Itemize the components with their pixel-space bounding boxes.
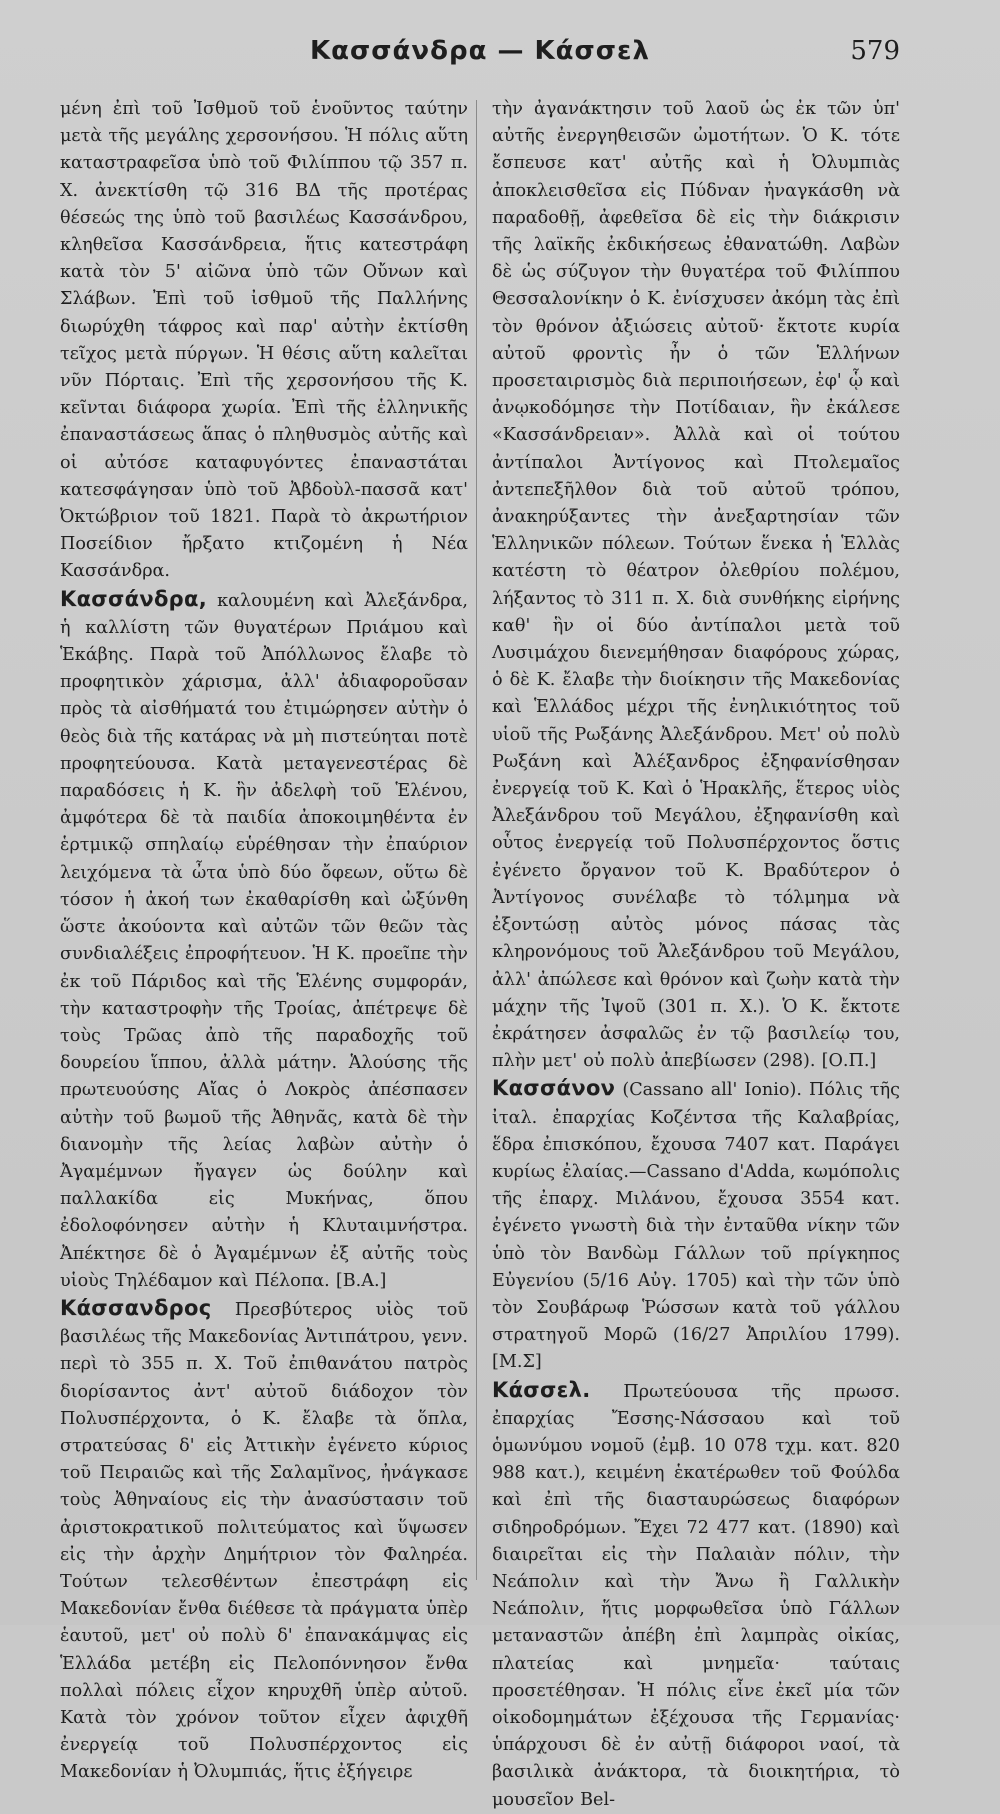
entry-kassandros <box>60 1295 468 1787</box>
entry-text: Πρωτεύουσα τῆς πρωσσ. ἐπαρχίας Ἔσσης-Νάσσαου καὶ τοῦ ὁμωνύμου νομοῦ (ἐμβ. 10 078 τχμ. κατ. 820 988 κατ.), κειμένη ἑκατέρωθεν τοῦ Φούλδα καὶ ἐπὶ τῆς διασταυρώσεως διαφόρων σιδηροδρόμων. Ἔχει 72 477 κατ. (1890) καὶ διαιρεῖται εἰς τὴν Παλαιὰν πόλιν, τὴν Νεάπολιν καὶ τὴν Ἄνω ἢ Γαλλικὴν Νεάπολιν, ἥτις μορφωθεῖσα ὑπὸ Γάλλων μεταναστῶν ἀπέβη ἐπὶ λαμπρὰς οἰκίας, πλατείας καὶ μνημεῖα· ταύταις προσετέθησαν. Ἡ πόλις εἶνε ἐκεῖ μία τῶν οἰκοδομημάτων ἐξέχουσα τῆς Γερμανίας· ὑπάρχουσι δὲ ἐν αὐτῇ διάφοροι ναοί, τὰ βασιλικὰ ἀνάκτορα, τὰ διοικητήρια, τὸ μουσεῖον Bel- <box>492 1381 901 1810</box>
column-divider <box>476 100 477 1580</box>
entry-headword: Κάσσανδρος <box>60 1295 212 1320</box>
left-column <box>60 96 469 1783</box>
entry-text: Πρεσβύτερος υἱὸς τοῦ βασιλέως τῆς Μακεδονίας Ἀντιπάτρου, γενν. περὶ τὸ 355 π. Χ. Τοῦ ἐπιθανάτου πατρὸς διορίσαντος ἀντ' αὐτοῦ διάδοχον τὸν Πολυσπέρχοντα, ὁ Κ. ἔλαβε τὰ ὅπλα, στρατεύσας δ' εἰς Ἀττικὴν ἐγένετο κύριος τοῦ Πειραιῶς καὶ τῆς Σαλαμῖνος, ἠνάγκασε τοὺς Ἀθηναίους εἰς τὴν ἀνασύστασιν τοῦ ἀριστοκρατικοῦ πολιτεύματος καὶ ὕψωσεν εἰς τὴν ἀρχὴν Δημήτριον τὸν Φαληρέα. Τούτων τελεσθέντων ἐπεστράφη εἰς Μακεδονίαν ἔνθα διέθεσε τὰ πράγματα ὑπὲρ ἑαυτοῦ, μετ' οὐ πολὺ δ' ἐπανακάμψας εἰς Ἑλλάδα μετέβη εἰς Πελοπόννησον ἔνθα πολλαὶ πόλεις εἶχον κηρυχθῆ ὑπὲρ αὐτοῦ. Κατὰ τὸν χρόνον τοῦτον εἶχεν ἀφιχθῆ ἐνεργείᾳ τοῦ Πολυσπέρχοντος εἰς Μακεδονίαν ἡ Ὀλυμπιάς, ἥτις ἐξήγειρε <box>60 1299 469 1783</box>
entry-headword: Κάσσελ. <box>492 1377 591 1402</box>
page-number: 579 <box>850 36 900 66</box>
entry-headword: Κασσάνδρα, <box>60 586 208 611</box>
entry-text: μένη ἐπὶ τοῦ Ἰσθμοῦ τοῦ ἑνοῦντος ταύτην μετὰ τῆς μεγάλης χερσονήσου. Ἡ πόλις αὕτη καταστραφεῖσα ὑπὸ τοῦ Φιλίππου τῷ 357 π. Χ. ἀνεκτίσθη τῷ 316 ΒΔ τῆς προτέρας θέσεώς της ὑπὸ τοῦ βασιλέως Κασσάνδρου, κληθεῖσα Κασσάνδρεια, ἥτις κατεστράφη κατὰ τὸν 5' αἰῶνα ὑπὸ τῶν Οὔνων καὶ Σλάβων. Ἐπὶ τοῦ ἰσθμοῦ τῆς Παλλήνης διωρύχθη τάφρος καὶ παρ' αὐτὴν ἐκτίσθη τεῖχος μετὰ πύργων. Ἡ θέσις αὕτη καλεῖται νῦν Πόρταις. Ἐπὶ τῆς χερσονήσου τῆς Κ. κεῖνται διάφορα χωρία. Ἐπὶ τῆς ἑλληνικῆς ἐπαναστάσεως ἅπας ὁ πληθυσμὸς αὐτῆς καὶ οἱ αὐτόσε καταφυγόντες ἐπαναστάται κατεσφάγησαν ὑπὸ τοῦ Ἀβδοὺλ-πασσᾶ κατ' Ὀκτώβριον τοῦ 1821. Παρὰ τὸ ἀκρωτήριον Ποσείδιον ἤρξατο κτιζομένη ἡ Νέα Κασσάνδρα. <box>60 99 468 582</box>
entry-continuation <box>492 96 900 1075</box>
running-head: Κασσάνδρα — Κάσσελ <box>310 36 650 66</box>
entry-text: καλουμένη καὶ Ἀλεξάνδρα, ἡ καλλίστη τῶν θυγατέρων Πριάμου καὶ Ἑκάβης. Παρὰ τοῦ Ἀπόλλωνος ἔλαβε τὸ προφητικὸν χάρισμα, ἀλλ' ἀδιαφοροῦσαν πρὸς τὰ αἰσθήματά του ἐτιμώρησεν αὐτὴν ὁ θεὸς διὰ τῆς κατάρας νὰ μὴ πιστεύηται ποτὲ προφητεύουσα. Κατὰ μεταγενεστέρας δὲ παραδόσεις ἡ Κ. ἣν ἀδελφὴ τοῦ Ἑλένου, ἀμφότερα δὲ τὰ παιδία ἀποκοιμηθέντα ἐν ἑρτμικῷ σπηλαίῳ εὑρέθησαν τὴν ἐπαύριον λειχόμενα τὰ ὦτα ὑπὸ δύο ὄφεων, οὕτω δὲ τόσον ἡ ἀκοή των ἐκαθαρίσθη καὶ ὠξύνθη ὥστε ἀκούοντα καὶ αὐτῶν τῶν θεῶν τὰς συνδιαλέξεις ἐπροφήτευον. Ἡ Κ. προεῖπε τὴν ἐκ τοῦ Πάριδος καὶ τῆς Ἑλένης συμφοράν, τὴν καταστροφὴν τῆς Τροίας, ἀπέτρεψε δὲ τοὺς Τρῶας ἀπὸ τῆς παραδοχῆς τοῦ δουρείου ἵππου, ἀλλὰ μάτην. Ἁλούσης τῆς πρωτευούσης Αἴας ὁ Λοκρὸς ἀπέσπασεν αὐτὴν τοῦ βωμοῦ τῆς Ἀθηνᾶς, κατὰ δὲ τὴν διανομὴν τῆς λείας λαβὼν αὐτὴν ὁ Ἀγαμέμνων ἤγαγεν ὡς δούλην καὶ παλλακίδα εἰς Μυκήνας, ὅπου ἐδολοφόνησεν αὐτὴν ἡ Κλυταιμνήστρα. Ἀπέκτησε δὲ ὁ Ἀγαμέμνων ἐξ αὐτῆς τοὺς υἱοὺς Τηλέδαμον καὶ Πέλοπα. [Β.Α.] <box>60 590 468 1291</box>
entry-text: (Cassano all' Ionio). Πόλις τῆς ἰταλ. ἐπαρχίας Κοζέντσα τῆς Καλαβρίας, ἕδρα ἐπισκόπου, ἔχουσα 7407 κατ. Παράγει κυρίως ἐλαίας.—Cassano d'Adda, κωμόπολις τῆς ἐπαρχ. Μιλάνου, ἔχουσα 3554 κατ. ἐγένετο γνωστὴ διὰ τὴν ἐνταῦθα νίκην τῶν ὑπὸ τὸν Βανδὼμ Γάλλων τοῦ πρίγκηπος Εὐγενίου (5/16 Αὐγ. 1705) καὶ τὴν τῶν ὑπὸ τὸν Σουβάρωφ Ῥώσσων κατὰ τοῦ γάλλου στρατηγοῦ Μορῶ (16/27 Ἀπριλίου 1799). [Μ.Σ] <box>492 1080 901 1373</box>
entry-text: τὴν ἀγανάκτησιν τοῦ λαοῦ ὡς ἐκ τῶν ὑπ' αὐτῆς ἐνεργηθεισῶν ὠμοτήτων. Ὁ Κ. τότε ἔσπευσε κατ' αὐτῆς καὶ ἡ Ὀλυμπιὰς ἀποκλεισθεῖσα εἰς Πύδναν ἠναγκάσθη νὰ παραδοθῇ, ἀφεθεῖσα δὲ εἰς τὴν διάκρισιν τῆς λαϊκῆς ἐκδικήσεως ἐθανατώθη. Λαβὼν δὲ ὡς σύζυγον τὴν θυγατέρα τοῦ Φιλίππου Θεσσαλονίκην ὁ Κ. ἐνίσχυσεν ἀκόμη τὰς ἐπὶ τὸν θρόνον ἀξιώσεις αὐτοῦ· ἔκτοτε κυρία αὐτοῦ φροντὶς ἦν ὁ τῶν Ἑλλήνων προσεταιρισμὸς διὰ περιποιήσεων, ἐφ' ᾧ καὶ ἀνῳκοδόμησε τὴν Ποτίδαιαν, ἣν ἐκάλεσε «Κασσάνδρειαν». Ἀλλὰ καὶ οἱ τούτου ἀντίπαλοι Ἀντίγονος καὶ Πτολεμαῖος ἀντεπεξῆλθον διὰ τοῦ αὐτοῦ τρόπου, ἀνακηρύξαντες τὴν ἀνεξαρτησίαν τῶν Ἑλληνικῶν πόλεων. Τούτων ἕνεκα ἡ Ἑλλὰς κατέστη τὸ θέατρον ὀλεθρίου πολέμου, λήξαντος τὸ 311 π. Χ. διὰ συνθήκης εἰρήνης καθ' ἣν οἱ δύο ἀντίπαλοι μετὰ τοῦ Λυσιμάχου διενεμήθησαν διαφόρους χώρας, ὁ δὲ Κ. ἔλαβε τὴν διοίκησιν τῆς Μακεδονίας καὶ Ἑλλάδος μέχρι τῆς ἐνηλικιότητος τοῦ υἱοῦ τῆς Ρωξάνης Ἀλεξάνδρου. Μετ' οὐ πολὺ Ρωξάνη καὶ Ἀλέξανδρος ἐξηφανίσθησαν ἐνεργείᾳ τοῦ Κ. Καὶ ὁ Ἡρακλῆς, ἕτερος υἱὸς Ἀλεξάνδρου τοῦ Μεγάλου, ἐξηφανίσθη καὶ οὗτος ἐνεργείᾳ τοῦ Πολυσπέρχοντος ὅστις ἐγένετο ὄργανον τοῦ Κ. Βραδύτερον ὁ Ἀντίγονος συνέλαβε τὸ τόλμημα νὰ ἐξοντώσῃ αὐτὸς μόνος πάσας τὰς κληρονόμους τοῦ Ἀλεξάνδρου τοῦ Μεγάλου, ἀλλ' ἀπώλεσε καὶ θρόνον καὶ ζωὴν κατὰ τὴν μάχην τῆς Ἰψοῦ (301 π. Χ.). Ὁ Κ. ἔκτοτε ἐκράτησεν ἀσφαλῶς ἐν τῷ βασιλείῳ του, πλὴν μετ' οὐ πολὺ ἀπεβίωσεν (298). [Ο.Π.] <box>492 99 900 1072</box>
right-column <box>492 96 901 1810</box>
entry-kassano <box>492 1075 900 1376</box>
page-header <box>60 36 900 76</box>
entry-continuation <box>60 96 468 586</box>
entry-kassel <box>492 1377 900 1814</box>
entry-headword: Κασσάνον <box>492 1076 616 1101</box>
entry-kassandra <box>60 586 468 1295</box>
